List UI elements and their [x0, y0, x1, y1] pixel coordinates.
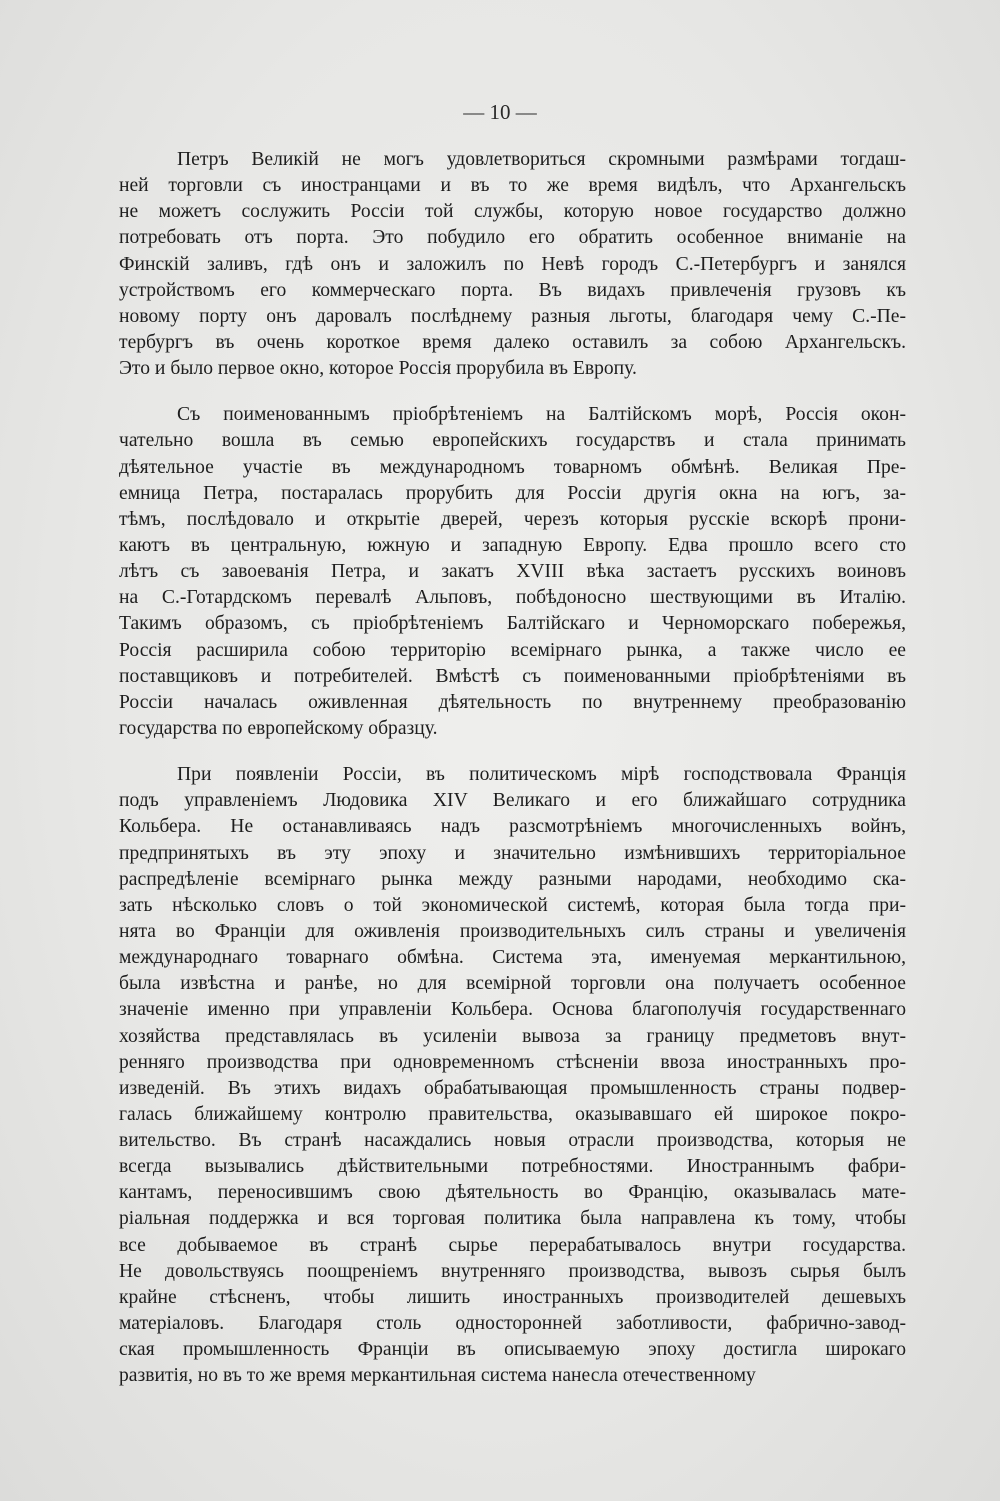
- text-line: была извѣстна и ранѣе, но для всемірной торговли она получаетъ особенное: [119, 973, 906, 995]
- text-line: матеріаловъ. Благодаря столь односторонней заботливости, фабрично-завод-: [119, 1313, 906, 1335]
- text-line: ней торговли съ иностранцами и въ то же время видѣлъ, что Архангельскъ: [119, 175, 906, 197]
- text-line: Такимъ образомъ, съ пріобрѣтеніемъ Балтійскаго и Черноморскаго побережья,: [119, 613, 906, 635]
- paragraph: [119, 147, 906, 382]
- text-line: распредѣленіе всемірнаго рынка между разными народами, необходимо ска-: [119, 868, 906, 890]
- text-line: каютъ въ центральную, южную и западную Европу. Едва прошло всего сто: [119, 534, 906, 556]
- text-line: международнаго товарнаго обмѣна. Система эта, именуемая меркантильною,: [119, 947, 906, 969]
- text-line: всегда вызывались дѣйствительными потребностями. Иностраннымъ фабри-: [119, 1156, 906, 1178]
- text-line: Россіи началась оживленная дѣятельность по внутреннему преобразованію: [119, 691, 906, 713]
- text-line: Это и было первое окно, которое Россія прорубила въ Европу.: [119, 358, 637, 380]
- text-line: Съ поименованнымъ пріобрѣтеніемъ на Балтійскомъ морѣ, Россія окон-: [177, 404, 906, 426]
- text-line: дѣятельное участіе въ международномъ товарномъ обмѣнѣ. Великая Пре-: [119, 456, 906, 478]
- text-line: все добываемое въ странѣ сырье перерабатывалось внутри государства.: [119, 1234, 906, 1256]
- text-line: потребовать отъ порта. Это побудило его обратить особенное вниманіе на: [119, 227, 906, 249]
- text-line: государства по европейскому образцу.: [119, 717, 438, 739]
- text-line: Финскій заливъ, гдѣ онъ и заложилъ по Невѣ городъ С.-Петербургъ и занялся: [119, 253, 906, 275]
- text-line: Россія расширила собою территорію всемірнаго рынка, а также число ее: [119, 639, 906, 661]
- text-line: развитія, но въ то же время меркантильная система нанесла отечественному: [119, 1365, 756, 1387]
- paragraph: [119, 762, 906, 1389]
- text-line: поставщиковъ и потребителей. Вмѣстѣ съ поименованными пріобрѣтеніями въ: [119, 665, 906, 687]
- paragraph: [119, 402, 906, 742]
- text-line: новому порту онъ даровалъ послѣднему разныя льготы, благодаря чему С.-Пе-: [119, 305, 906, 327]
- text-line: При появленіи Россіи, въ политическомъ мірѣ господствовала Франція: [177, 764, 906, 786]
- text-line: не можетъ сослужить Россіи той службы, которую новое государство должно: [119, 201, 906, 223]
- text-line: ренняго производства при одновременномъ стѣсненіи ввоза иностранныхъ про-: [119, 1051, 906, 1073]
- page-number: — 10 —: [463, 100, 537, 124]
- text-line: тѣмъ, послѣдовало и открытіе дверей, черезъ которыя русскіе вскорѣ прони-: [119, 508, 906, 530]
- text-line: емница Петра, постаралась прорубить для Россіи другія окна на югъ, за-: [119, 482, 906, 504]
- text-line: изведеній. Въ этихъ видахъ обрабатывающая промышленность страны подвер-: [119, 1077, 906, 1099]
- text-line: нята во Франціи для оживленія производительныхъ силъ страны и увеличенія: [119, 920, 906, 942]
- text-line: устройствомъ его коммерческаго порта. Въ видахъ привлеченія грузовъ къ: [119, 279, 906, 301]
- text-line: на С.-Готардскомъ перевалѣ Альповъ, побѣдоносно шествующими въ Италію.: [119, 587, 906, 609]
- text-line: кантамъ, переносившимъ свою дѣятельность во Францію, оказывалась мате-: [119, 1182, 906, 1204]
- text-line: значеніе именно при управленіи Кольбера. Основа благополучія государственнаго: [119, 999, 906, 1021]
- text-line: крайне стѣсненъ, чтобы лишить иностранныхъ производителей дешевыхъ: [119, 1286, 906, 1308]
- text-line: чательно вошла въ семью европейскихъ государствъ и стала принимать: [119, 430, 906, 452]
- text-line: вительство. Въ странѣ насаждались новыя отрасли производства, которыя не: [119, 1130, 906, 1152]
- text-line: Кольбера. Не останавливаясь надъ разсмотрѣніемъ многочисленныхъ войнъ,: [119, 816, 906, 838]
- text-line: лѣтъ съ завоеванія Петра, и закатъ XVIII вѣка застаетъ русскихъ воиновъ: [119, 561, 906, 583]
- text-line: Петръ Великій не могъ удовлетвориться скромными размѣрами тогдаш-: [177, 149, 906, 170]
- text-line: подъ управленіемъ Людовика XIV Великаго и его ближайшаго сотрудника: [119, 790, 906, 812]
- text-line: ская промышленность Франціи въ описываемую эпоху достигла широкаго: [119, 1339, 906, 1361]
- text-line: зать нѣсколько словъ о той экономической системѣ, которая была тогда при-: [119, 894, 906, 916]
- text-line: хозяйства представлялась въ усиленіи вывоза за границу предметовъ внут-: [119, 1025, 906, 1047]
- text-line: галась ближайшему контролю правительства, оказывавшаго ей широкое покро-: [119, 1103, 906, 1125]
- text-line: предпринятыхъ въ эту эпоху и значительно измѣнившихъ территоріальное: [119, 842, 906, 864]
- body-text: [119, 147, 906, 1409]
- text-line: Не довольствуясь поощреніемъ внутренняго производства, вывозъ сырья былъ: [119, 1260, 906, 1282]
- text-line: ріальная поддержка и вся торговая политика была направлена къ тому, чтобы: [119, 1208, 906, 1230]
- text-line: тербургъ въ очень короткое время далеко оставилъ за собою Архангельскъ.: [119, 331, 906, 353]
